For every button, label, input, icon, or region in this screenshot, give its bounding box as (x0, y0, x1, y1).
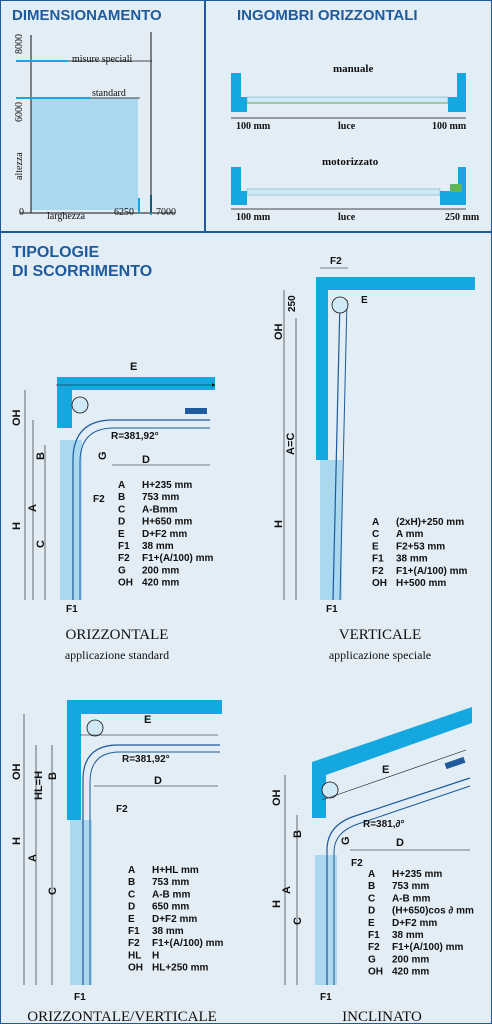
horiz_vertical-spec-key: C (128, 889, 136, 901)
vertical-spec-key: OH (372, 578, 387, 589)
horiz_vertical-spec-value: A-B mm (152, 889, 191, 901)
inclined-spec-key: A (368, 869, 376, 880)
inclined-label-c: C (292, 917, 304, 925)
horiz_vertical-spec-value: 753 mm (152, 877, 190, 889)
horizontal-spec-value: F1+(A/100) mm (142, 553, 214, 565)
vertical-label-e: E (361, 295, 368, 306)
horizontal-spec-value: 38 mm (142, 541, 174, 552)
horiz_vertical-spec-value: HL+250 mm (152, 962, 209, 974)
special-label: misure speciali (72, 54, 133, 65)
horizontal-spring-drum (72, 397, 88, 413)
manual-dim-right: 100 mm (432, 121, 467, 132)
vertical-spring-drum (332, 297, 348, 313)
inclined-spec-value: (H+650)cos ∂ mm (392, 905, 474, 917)
horizontal-spec-key: F1 (118, 541, 130, 552)
horizontal-space-title: INGOMBRI ORIZZONTALI (237, 7, 418, 24)
inclined-spec-key: E (368, 917, 375, 929)
horizontal-label-oh: OH (11, 409, 23, 426)
horizontal-spec-value: 200 mm (142, 565, 180, 577)
hv-label-b: B (47, 772, 59, 780)
horizontal-label-a: A (27, 504, 39, 512)
horizontal-label-f2: F2 (93, 494, 105, 505)
horiz_vertical-spec-key: F2 (128, 938, 140, 950)
inclined-spec-value: H+235 mm (392, 869, 443, 880)
vertical-spec-value: F2+53 mm (396, 541, 446, 553)
horizontal-label-f1: F1 (66, 604, 78, 615)
hv-label-hl: HL=H (33, 770, 45, 800)
y-axis-label: altezza (14, 152, 25, 180)
horiz_vertical-spec-value: 650 mm (152, 901, 190, 913)
inclined-spec-key: F1 (368, 930, 380, 941)
inclined-label-f1: F1 (320, 992, 332, 1003)
horizontal-spec-value: 420 mm (142, 577, 180, 589)
inclined-spring-drum (322, 782, 338, 798)
vertical-spec-key: F1 (372, 553, 384, 565)
horiz_vertical-spec-value: 38 mm (152, 926, 184, 937)
inclined-spec-value: 38 mm (392, 930, 424, 941)
horiz_vertical-spec-key: OH (128, 962, 143, 974)
horizontal-spec-key: D (118, 516, 126, 528)
horizontal-title: ORIZZONTALE (65, 627, 169, 643)
horizontal-spec-value: H+235 mm (142, 480, 193, 491)
types-title-line2: DI SCORRIMENTO (12, 263, 153, 280)
horiz_vertical-spec-key: E (128, 913, 135, 925)
vertical-spec-value: H+500 mm (396, 578, 447, 589)
horizontal-opener (185, 408, 207, 414)
manual-dim-center: luce (338, 121, 356, 132)
hv-label-f2: F2 (116, 804, 128, 815)
hv-label-e: E (144, 714, 152, 726)
manual-dim-left: 100 mm (236, 121, 271, 132)
x-label-7000: 7000 (156, 207, 176, 218)
inclined-spec-key: OH (368, 966, 383, 978)
hv-label-h: H (11, 837, 23, 845)
x-axis-label: larghezza (47, 211, 86, 222)
vertical-spec-value: 38 mm (396, 553, 428, 565)
horizontal-spec-value: 753 mm (142, 492, 180, 504)
motorized-label: motorizzato (322, 156, 379, 168)
inclined-spec-value: A-B mm (392, 893, 431, 905)
horizontal-spec-key: G (118, 565, 126, 577)
horizontal-door-panel (60, 440, 82, 600)
horizontal-label-b: B (35, 452, 47, 460)
hv-label-oh: OH (11, 763, 23, 780)
hv-label-a: A (27, 854, 39, 862)
inclined-radius: R=381,∂° (363, 819, 405, 830)
horizontal-radius: R=381,92° (111, 431, 159, 442)
horizontal-label-d: D (142, 454, 150, 466)
inclined-label-a: A (281, 886, 293, 894)
hv-label-c: C (47, 887, 59, 895)
vertical-label-oh: OH (273, 323, 285, 340)
horiz_vertical-spec-key: A (128, 865, 136, 876)
inclined-spec-value: 420 mm (392, 966, 430, 978)
motorized-dim-center: luce (338, 212, 356, 223)
inclined-spec-key: B (368, 881, 376, 893)
manual-label: manuale (333, 63, 374, 75)
motor-unit (450, 184, 462, 192)
inclined-spec-value: F1+(A/100) mm (392, 942, 464, 954)
motorized-rail (247, 189, 440, 195)
dimensioning-title: DIMENSIONAMENTO (12, 7, 162, 24)
standard-label: standard (92, 88, 126, 99)
vertical-spec-value: F1+(A/100) mm (396, 565, 468, 577)
horizontal-label-e: E (130, 361, 138, 373)
vertical-subtitle: applicazione speciale (328, 648, 432, 662)
inclined-label-oh: OH (271, 789, 283, 806)
hv-title: ORIZZONTALE/VERTICALE (27, 1009, 217, 1024)
y-label-6000: 6000 (14, 102, 25, 122)
hv-spring-drum (87, 720, 103, 736)
hv-radius: R=381,92° (122, 754, 170, 765)
y-label-8000: 8000 (14, 34, 25, 54)
vertical-spec-key: F2 (372, 565, 384, 577)
standard-area (31, 98, 138, 210)
vertical-label-250: 250 (287, 295, 298, 312)
types-title-line1: TIPOLOGIE (12, 244, 100, 261)
horiz_vertical-spec-key: HL (128, 950, 142, 962)
horizontal-subtitle: applicazione standard (64, 648, 170, 662)
inclined-spec-key: D (368, 905, 376, 917)
x-label-6250: 6250 (114, 207, 134, 218)
motorized-dim-right: 250 mm (445, 212, 480, 223)
inclined-title: INCLINATO (342, 1009, 422, 1024)
vertical-label-ac: A=C (285, 432, 297, 455)
inclined-label-b: B (292, 830, 304, 838)
inclined-spec-value: 753 mm (392, 881, 430, 893)
vertical-label-f2: F2 (330, 256, 342, 267)
inclined-label-h: H (271, 900, 283, 908)
inclined-label-f2: F2 (351, 858, 363, 869)
horiz_vertical-spec-key: B (128, 877, 136, 889)
horiz_vertical-spec-value: H (152, 950, 160, 962)
horizontal-spec-value: H+650 mm (142, 516, 193, 528)
horizontal-label-h: H (11, 522, 23, 530)
inclined-spec-key: G (368, 954, 376, 966)
motorized-dim-left: 100 mm (236, 212, 271, 223)
horizontal-label-g: G (97, 451, 109, 460)
inclined-spec-key: F2 (368, 942, 380, 954)
inclined-label-e: E (382, 764, 390, 776)
inclined-spec-value: D+F2 mm (392, 917, 438, 929)
horizontal-spec-key: B (118, 492, 126, 504)
inclined-label-g: G (340, 836, 352, 845)
horizontal-spec-value: A-Bmm (142, 504, 178, 516)
horizontal-spec-key: C (118, 504, 126, 516)
vertical-title: VERTICALE (338, 627, 422, 643)
horiz_vertical-spec-value: D+F2 mm (152, 913, 198, 925)
horiz_vertical-spec-key: F1 (128, 926, 140, 937)
horiz_vertical-spec-key: D (128, 901, 136, 913)
hv-label-f1: F1 (74, 992, 86, 1003)
horizontal-spec-key: A (118, 480, 126, 491)
hv-door-panel (70, 820, 92, 985)
inclined-spec-value: 200 mm (392, 954, 430, 966)
inclined-spec-key: C (368, 893, 376, 905)
horizontal-spec-value: D+F2 mm (142, 528, 188, 540)
hv-label-d: D (154, 775, 162, 787)
horiz_vertical-spec-value: F1+(A/100) mm (152, 938, 224, 950)
horizontal-label-c: C (35, 540, 47, 548)
vertical-door-panel (320, 460, 342, 600)
vertical-label-h: H (273, 520, 285, 528)
manual-rail (247, 97, 448, 103)
vertical-spec-value: (2xH)+250 mm (396, 517, 465, 528)
vertical-spec-key: A (372, 517, 380, 528)
horizontal-spec-key: F2 (118, 553, 130, 565)
inclined-label-d: D (396, 837, 404, 849)
horizontal-spec-key: E (118, 528, 125, 540)
horizontal-spec-key: OH (118, 577, 133, 589)
y-label-0: 0 (19, 207, 24, 218)
vertical-label-f1: F1 (326, 604, 338, 615)
horiz_vertical-spec-value: H+HL mm (152, 865, 199, 876)
vertical-spec-value: A mm (396, 529, 424, 541)
vertical-spec-key: C (372, 529, 380, 541)
vertical-spec-key: E (372, 541, 379, 553)
